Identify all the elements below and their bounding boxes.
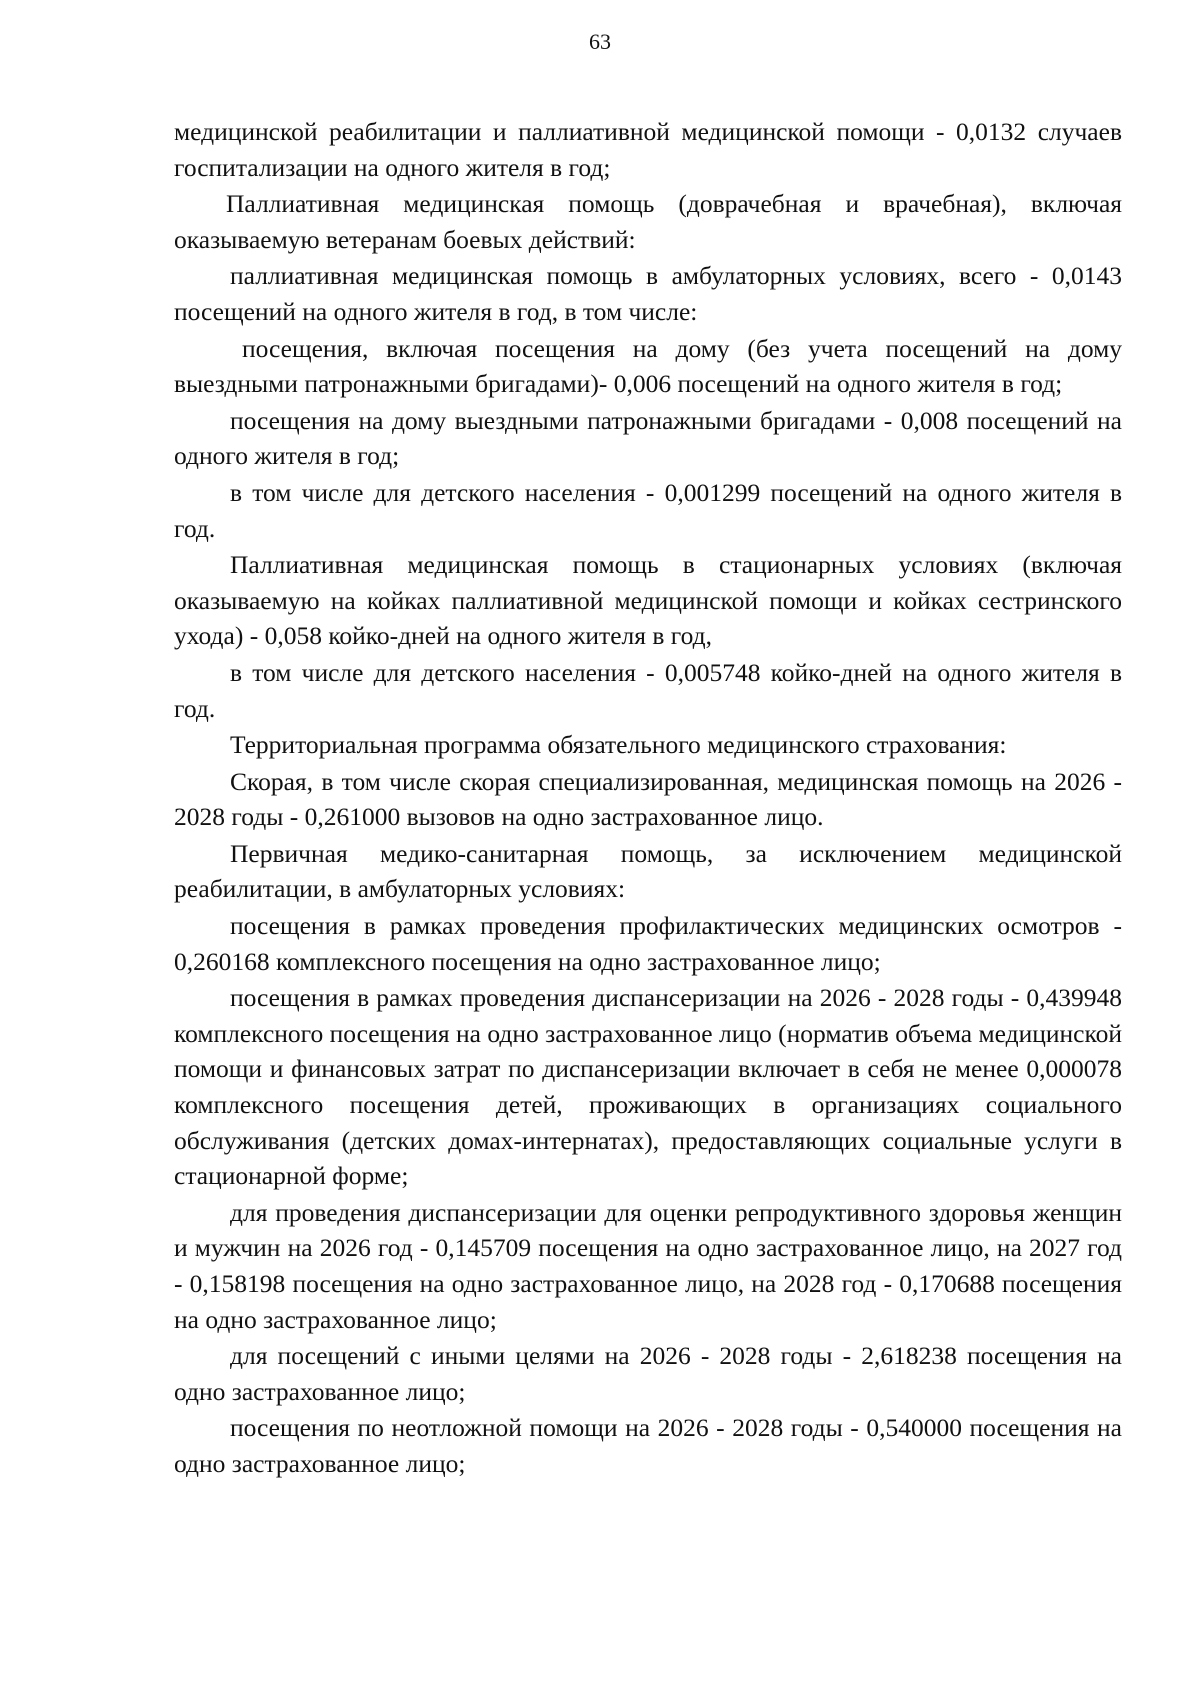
paragraph-palliative-inpatient: Паллиативная медицинская помощь в стационарных условиях (включая оказываемую на койках паллиативной медицинской помощи и койках сестринского ухода) - 0,058 койко-дней на одного жителя в год,: [174, 550, 1122, 651]
paragraph-emergency-care: Скорая, в том числе скорая специализированная, медицинская помощь на 2026 - 2028 годы - 0,261000 вызовов на одно застрахованное лицо.: [174, 766, 1122, 832]
paragraph-urgent-care: посещения по неотложной помощи на 2026 - 2028 годы - 0,540000 посещения на одно застрахованное лицо;: [174, 1413, 1122, 1478]
paragraph-patronage-brigades: посещения на дому выездными патронажными бригадами - 0,008 посещений на одного жителя в год;: [174, 405, 1122, 471]
paragraph-children-visits: в том числе для детского населения - 0,001299 посещений на одного жителя в год.: [174, 477, 1122, 543]
document-body: [174, 114, 1122, 1483]
paragraph-dispensarization: посещения в рамках проведения диспансеризации на 2026 - 2028 годы - 0,439948 комплексного посещения на одно застрахованное лицо (норматив объема медицинской помощи и финансовых затрат по диспансеризации включает в себя не менее 0,000078 комплексного посещения детей, проживающих в организациях социального обслуживания (детских домах-интернатах), предоставляющих социальные услуги в стационарной форме;: [174, 983, 1122, 1191]
paragraph-palliative-visits-home: посещения, включая посещения на дому (без учета посещений на дому выездными патронажными бригадами)- 0,006 посещений на одного жителя в год;: [174, 333, 1122, 399]
paragraph-palliative-ambulatory: паллиативная медицинская помощь в амбулаторных условиях, всего - 0,0143 посещений на одного жителя в год, в том числе:: [174, 261, 1122, 326]
paragraph-oms-program-heading: Территориальная программа обязательного медицинского страхования:: [230, 730, 1007, 760]
paragraph-palliative-care-heading: Паллиативная медицинская помощь (доврачебная и врачебная), включая оказываемую ветеранам боевых действий:: [174, 189, 1122, 254]
paragraph-reproductive-health: для проведения диспансеризации для оценки репродуктивного здоровья женщин и мужчин на 2026 год - 0,145709 посещения на одно застрахованное лицо, на 2027 год - 0,158198 посещения на одно застрахованное лицо, на 2028 год - 0,170688 посещения на одно застрахованное лицо;: [174, 1197, 1122, 1334]
paragraph-children-bed-days: в том числе для детского населения - 0,005748 койко-дней на одного жителя в год.: [174, 657, 1122, 723]
page-number: 63: [589, 29, 611, 54]
paragraph-other-visits: для посещений с иными целями на 2026 - 2028 годы - 2,618238 посещения на одно застрахованное лицо;: [174, 1341, 1122, 1406]
paragraph-hospitalization-rehab: медицинской реабилитации и паллиативной медицинской помощи - 0,0132 случаев госпитализации на одного жителя в год;: [174, 117, 1122, 182]
paragraph-primary-care-heading: Первичная медико-санитарная помощь, за исключением медицинской реабилитации, в амбулаторных условиях:: [174, 838, 1122, 904]
paragraph-preventive-exams: посещения в рамках проведения профилактических медицинских осмотров - 0,260168 комплексного посещения на одно застрахованное лицо;: [174, 911, 1122, 976]
